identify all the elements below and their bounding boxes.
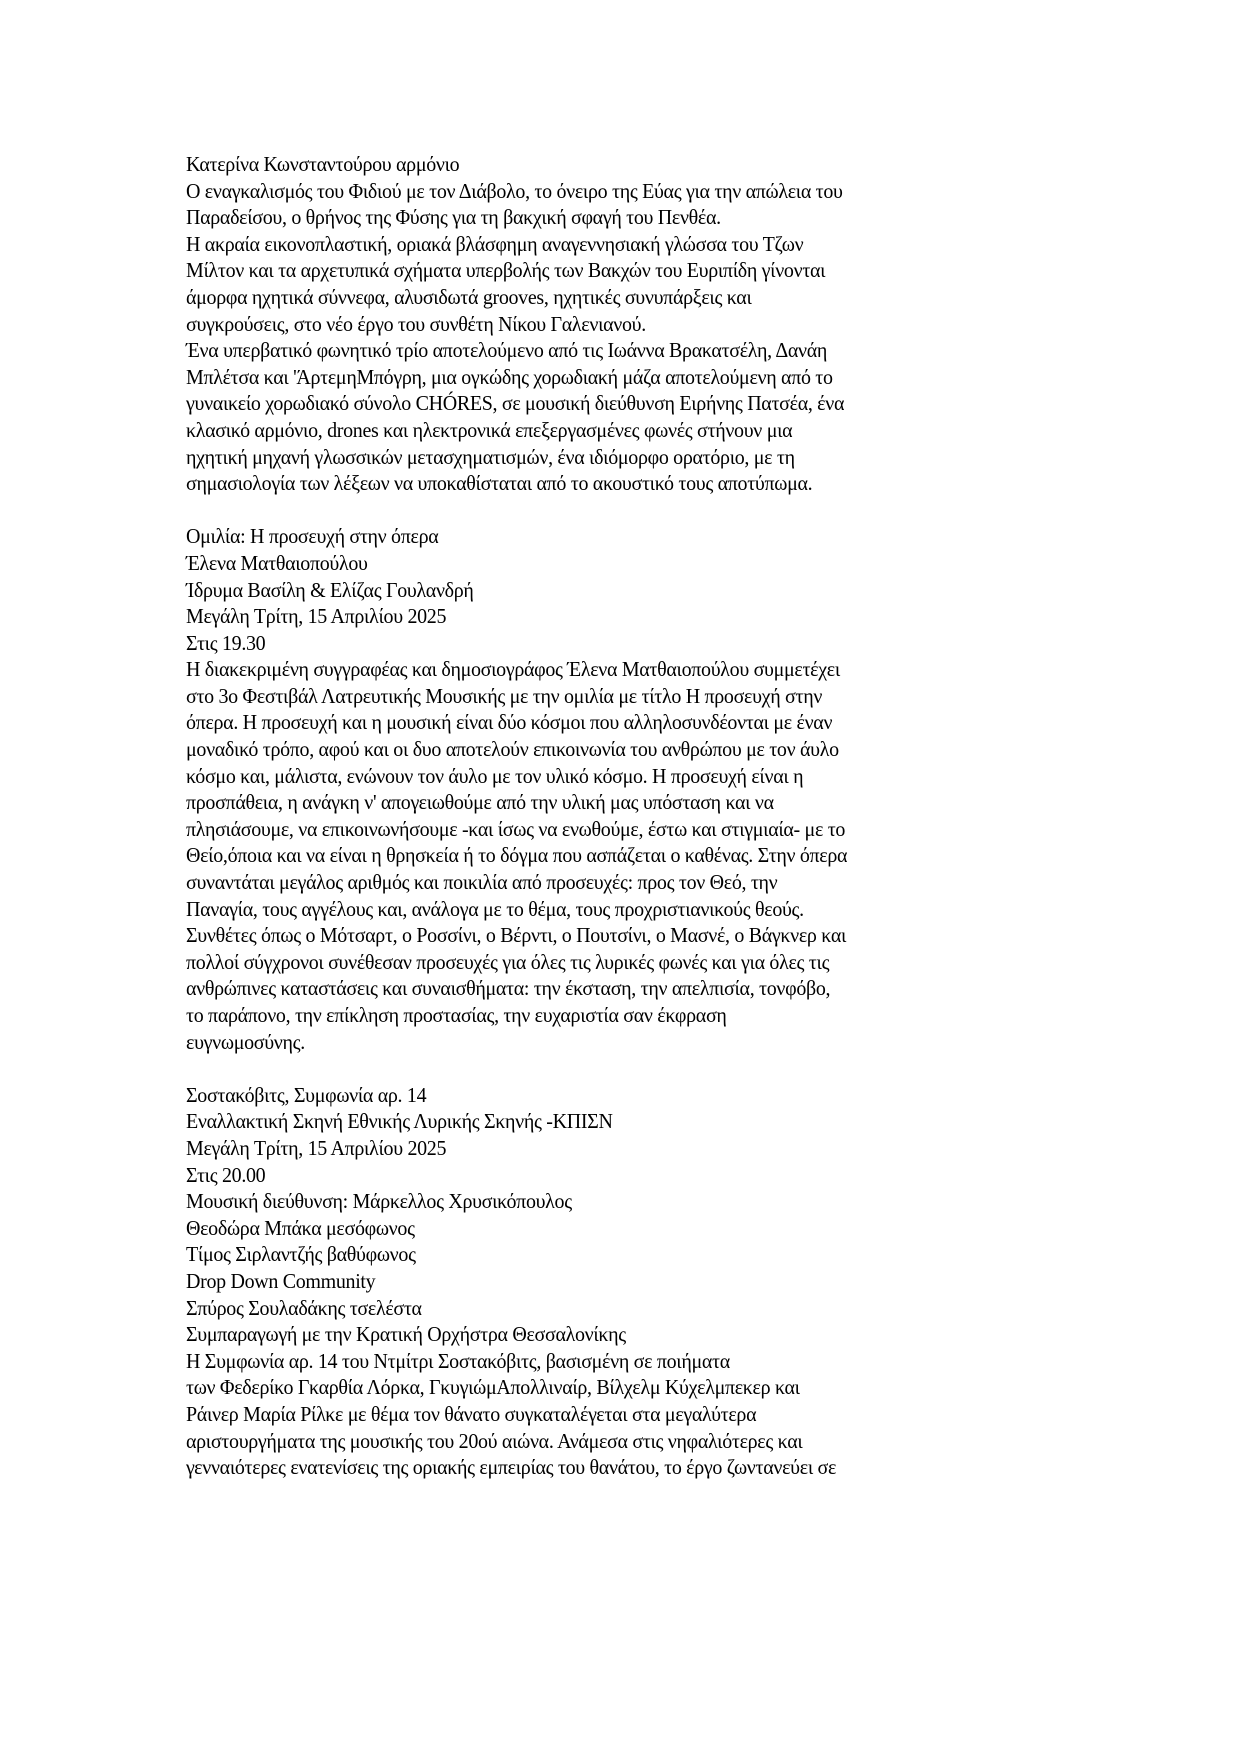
paragraph-line: γυναικείο χορωδιακό σύνολο CHÓRES, σε μουσική διεύθυνση Ειρήνης Πατσέα, ένα [186,391,845,416]
document-page [186,151,1088,1481]
event-date: Μεγάλη Τρίτη, 15 Απριλίου 2025 [186,1135,447,1160]
paragraph-line: Μίλτον και τα αρχετυπικά σχήματα υπερβολής των Βακχών του Ευριπίδη γίνονται [186,258,826,283]
event-date: Μεγάλη Τρίτη, 15 Απριλίου 2025 [186,604,447,629]
paragraph-line: πλησιάσουμε, να επικοινωνήσουμε -και ίσως να ενωθούμε, έστω και στιγμιαία- με το [186,816,846,841]
paragraph-line: Η ακραία εικονοπλαστική, οριακά βλάσφημη αναγεννησιακή γλώσσα του Τζων [186,231,804,256]
paragraph-line: Ο εναγκαλισμός του Φιδιού με τον Διάβολο, το όνειρο της Εύας για την απώλεια του [186,178,843,203]
paragraph-line: κόσμο και, μάλιστα, ενώνουν τον άυλο με τον υλικό κόσμο. Η προσευχή είναι η [186,763,804,788]
paragraph-line: στο 3ο Φεστιβάλ Λατρευτικής Μουσικής με την ομιλία με τίτλο Η προσευχή στην [186,683,823,708]
paragraph-line: συναντάται μεγάλος αριθμός και ποικιλία από προσευχές: προς τον Θεό, την [186,870,778,895]
event-title: Ομιλία: Η προσευχή στην όπερα [186,524,439,549]
paragraph-line: Ράινερ Μαρία Ρίλκε με θέμα τον θάνατο συγκαταλέγεται στα μεγαλύτερα [186,1401,757,1426]
paragraph-line: Μπλέτσα και 'ΆρτεμηΜπόγρη, μια ογκώδης χορωδιακή μάζα αποτελούμενη από το [186,364,833,389]
paragraph-line: ηχητική μηχανή γλωσσικών μετασχηματισμών, ένα ιδιόμορφο ορατόριο, με τη [186,444,795,469]
credit-line: Θεοδώρα Μπάκα μεσόφωνος [186,1215,415,1240]
event-venue: Εναλλακτική Σκηνή Εθνικής Λυρικής Σκηνής -ΚΠΙΣΝ [186,1109,613,1134]
paragraph-line: πολλοί σύγχρονοι συνέθεσαν προσευχές για όλες τις λυρικές φωνές και για όλες τις [186,949,830,974]
section-shostakovich [186,1082,1088,1481]
paragraph-line: των Φεδερίκο Γκαρθία Λόρκα, ΓκυγιώμΑπολλιναίρ, Βίλχελμ Κύχελμπεκερ και [186,1375,800,1400]
section-spacer [186,497,1088,524]
paragraph-line: όπερα. Η προσευχή και η μουσική είναι δύο κόσμοι που αλληλοσυνδέονται με έναν [186,710,833,735]
paragraph-line: Παραδείσου, ο θρήνος της Φύσης για τη βακχική σφαγή του Πενθέα. [186,205,721,230]
paragraph-line: Η Συμφωνία αρ. 14 του Ντμίτρι Σοστακόβιτς, βασισμένη σε ποιήματα [186,1348,730,1373]
credit-line: Μουσική διεύθυνση: Μάρκελλος Χρυσικόπουλος [186,1189,572,1214]
credit-line: Συμπαραγωγή με την Κρατική Ορχήστρα Θεσσαλονίκης [186,1322,626,1347]
paragraph-line: το παράπονο, την επίκληση προστασίας, την ευχαριστία σαν έκφραση [186,1003,727,1027]
paragraph-line: σημασιολογία των λέξεων να υποκαθίσταται από το ακουστικό τους αποτύπωμα. [186,471,813,496]
section-harmonium [186,151,1088,497]
paragraph-line: ευγνωμοσύνης. [186,1029,305,1054]
event-venue: Ίδρυμα Βασίλη & Ελίζας Γουλανδρή [186,577,474,602]
section-lecture [186,523,1088,1055]
paragraph-line: άμορφα ηχητικά σύννεφα, αλυσιδωτά grooves, ηχητικές συνυπάρξεις και [186,284,752,309]
paragraph-line: Συνθέτες όπως ο Μότσαρτ, ο Ροσσίνι, ο Βέρντι, ο Πουτσίνι, ο Μασνέ, ο Βάγκνερ και [186,923,847,948]
credit-line: Σπύρος Σουλαδάκης τσελέστα [186,1295,422,1320]
paragraph-line: Η διακεκριμένη συγγραφέας και δημοσιογράφος Έλενα Ματθαιοπούλου συμμετέχει [186,657,840,682]
credit-line: Τίμος Σιρλαντζής βαθύφωνος [186,1242,416,1267]
event-speaker: Έλενα Ματθαιοπούλου [186,550,368,575]
section-spacer [186,1055,1088,1082]
paragraph-line: μοναδικό τρόπο, αφού και οι δυο αποτελούν επικοινωνία του ανθρώπου με τον άυλο [186,737,839,762]
paragraph-line: κλασικό αρμόνιο, drones και ηλεκτρονικά επεξεργασμένες φωνές στήνουν μια [186,417,793,442]
performer-line: Κατερίνα Κωνσταντούρου αρμόνιο [186,152,460,176]
paragraph-line: Παναγία, τους αγγέλους και, ανάλογα με το θέμα, τους προχριστιανικούς θεούς. [186,896,804,921]
paragraph-line: προσπάθεια, η ανάγκη ν' απογειωθούμε από την υλική μας υπόσταση και να [186,790,774,815]
event-time: Στις 20.00 [186,1162,266,1187]
paragraph-line: Θείο,όποια και να είναι η θρησκεία ή το δόγμα που ασπάζεται ο καθένας. Στην όπερα [186,843,848,868]
event-title: Σοστακόβιτς, Συμφωνία αρ. 14 [186,1082,427,1107]
paragraph-line: γενναιότερες ενατενίσεις της οριακής εμπειρίας του θανάτου, το έργο ζωντανεύει σε [186,1455,837,1480]
paragraph-line: αριστουργήματα της μουσικής του 20ού αιώνα. Ανάμεσα στις νηφαλιότερες και [186,1428,803,1453]
paragraph-line: συγκρούσεις, στο νέο έργο του συνθέτη Νίκου Γαλενιανού. [186,311,646,336]
paragraph-line: Ένα υπερβατικό φωνητικό τρίο αποτελούμενο από τις Ιωάννα Βρακατσέλη, Δανάη [186,338,828,363]
paragraph-line: ανθρώπινες καταστάσεις και συναισθήματα: την έκσταση, την απελπισία, τονφόβο, [186,976,831,1001]
event-time: Στις 19.30 [186,630,266,655]
credit-line: Drop Down Community [186,1268,376,1293]
